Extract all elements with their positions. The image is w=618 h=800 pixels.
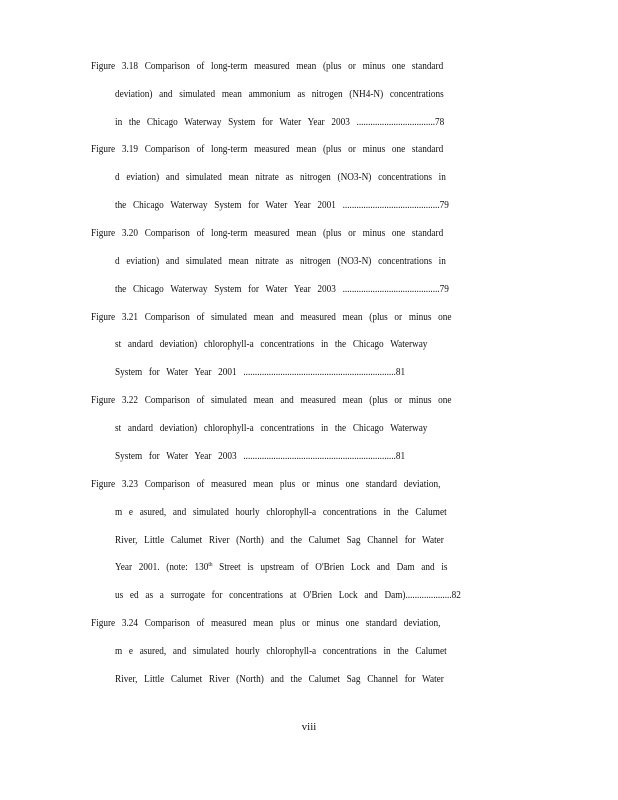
toc-entry-3-24-line-3: River, Little Calumet River (North) and the Calumet Sag Channel for Water [115,674,444,685]
toc-entry-3-24-line-1: Figure 3.24 Comparison of measured mean plus or minus one standard deviation, [91,618,441,629]
toc-entry-3-23-line-3: River, Little Calumet River (North) and the Calumet Sag Channel for Water [115,535,444,546]
toc-entry-3-20-line-1: Figure 3.20 Comparison of long-term measured mean (plus or minus one standard [91,228,444,239]
page-number: viii [301,721,317,733]
toc-entry-3-18-line-1: Figure 3.18 Comparison of long-term measured mean (plus or minus one standard [91,61,444,72]
toc-entry-3-18-line-3: in the Chicago Waterway System for Water Year 2003 ..................................78 [115,117,445,128]
superscript-th: th [208,562,213,568]
toc-entry-3-22-line-2: st andard deviation) chlorophyll-a concentrations in the Chicago Waterway [115,423,428,434]
toc-entry-3-18-line-2: deviation) and simulated mean ammonium as nitrogen (NH4-N) concentrations [115,89,444,100]
toc-entry-3-21-line-2: st andard deviation) chlorophyll-a concentrations in the Chicago Waterway [115,339,428,350]
toc-entry-3-24-line-2: m e asured, and simulated hourly chlorophyll-a concentrations in the Calumet [115,646,447,657]
toc-entry-3-21-line-3: System for Water Year 2001 ..................................................................81 [115,367,406,378]
toc-entry-3-19-line-3: the Chicago Waterway System for Water Year 2001 ..........................................79 [115,200,449,211]
toc-entry-3-19-line-1: Figure 3.19 Comparison of long-term measured mean (plus or minus one standard [91,144,444,155]
toc-entry-3-23-line-2: m e asured, and simulated hourly chlorophyll-a concentrations in the Calumet [115,507,447,518]
toc-entry-3-23-line-5: us ed as a surrogate for concentrations at O'Brien Lock and Dam)....................82 [115,590,461,601]
note-line-start: Year 2001. (note: 130 [115,562,209,573]
toc-entry-3-23-line-4 [115,561,448,575]
note-line-rest: Street is upstream of O'Brien Lock and Dam and is [212,562,448,573]
toc-entry-3-22-line-1: Figure 3.22 Comparison of simulated mean and measured mean (plus or minus one [91,395,452,406]
toc-entry-3-20-line-3: the Chicago Waterway System for Water Year 2003 ..........................................79 [115,284,449,295]
toc-entry-3-21-line-1: Figure 3.21 Comparison of simulated mean and measured mean (plus or minus one [91,312,452,323]
toc-entry-3-23-line-1: Figure 3.23 Comparison of measured mean plus or minus one standard deviation, [91,479,441,490]
toc-entry-3-19-line-2: d eviation) and simulated mean nitrate as nitrogen (NO3-N) concentrations in [115,172,446,183]
toc-entry-3-22-line-3: System for Water Year 2003 ..................................................................81 [115,451,406,462]
toc-entry-3-20-line-2: d eviation) and simulated mean nitrate as nitrogen (NO3-N) concentrations in [115,256,446,267]
